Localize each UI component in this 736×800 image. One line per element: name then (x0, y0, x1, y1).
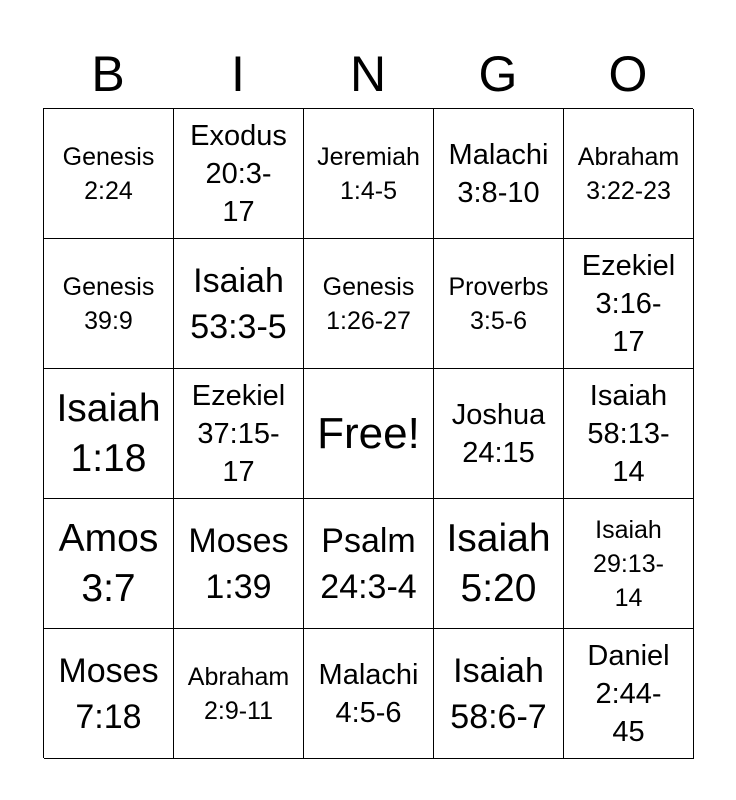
bingo-cell-r1-c2: Exodus 20:3- 17 (174, 109, 304, 239)
bingo-cell-r2-c1: Genesis 39:9 (44, 239, 174, 369)
bingo-cell-r1-c5: Abraham 3:22-23 (564, 109, 694, 239)
header-letter-o: O (608, 46, 648, 102)
header-letter-b: B (91, 46, 125, 102)
bingo-cell-r5-c3: Malachi 4:5-6 (304, 629, 434, 759)
bingo-cell-r5-c2: Abraham 2:9-11 (174, 629, 304, 759)
bingo-cell-r5-c1: Moses 7:18 (44, 629, 174, 759)
bingo-cell-r4-c3: Psalm 24:3-4 (304, 499, 434, 629)
bingo-cell-r2-c3: Genesis 1:26-27 (304, 239, 434, 369)
bingo-cell-r3-c2: Ezekiel 37:15- 17 (174, 369, 304, 499)
bingo-cell-r1-c3: Jeremiah 1:4-5 (304, 109, 434, 239)
bingo-card-grid (43, 108, 693, 758)
bingo-header (43, 40, 693, 108)
bingo-cell-r4-c5: Isaiah 29:13- 14 (564, 499, 694, 629)
bingo-cell-r3-c5: Isaiah 58:13- 14 (564, 369, 694, 499)
header-letter-g: G (478, 46, 518, 102)
bingo-cell-r5-c5: Daniel 2:44- 45 (564, 629, 694, 759)
bingo-cell-r4-c4: Isaiah 5:20 (434, 499, 564, 629)
bingo-cell-r3-c1: Isaiah 1:18 (44, 369, 174, 499)
bingo-cell-free: Free! (304, 369, 434, 499)
bingo-cell-r1-c1: Genesis 2:24 (44, 109, 174, 239)
bingo-cell-r2-c2: Isaiah 53:3-5 (174, 239, 304, 369)
bingo-cell-r1-c4: Malachi 3:8-10 (434, 109, 564, 239)
bingo-cell-r4-c2: Moses 1:39 (174, 499, 304, 629)
bingo-cell-r2-c5: Ezekiel 3:16- 17 (564, 239, 694, 369)
header-letter-i: I (231, 46, 245, 102)
bingo-cell-r2-c4: Proverbs 3:5-6 (434, 239, 564, 369)
bingo-cell-r4-c1: Amos 3:7 (44, 499, 174, 629)
bingo-cell-r3-c4: Joshua 24:15 (434, 369, 564, 499)
header-letter-n: N (349, 46, 387, 102)
bingo-cell-r5-c4: Isaiah 58:6-7 (434, 629, 564, 759)
